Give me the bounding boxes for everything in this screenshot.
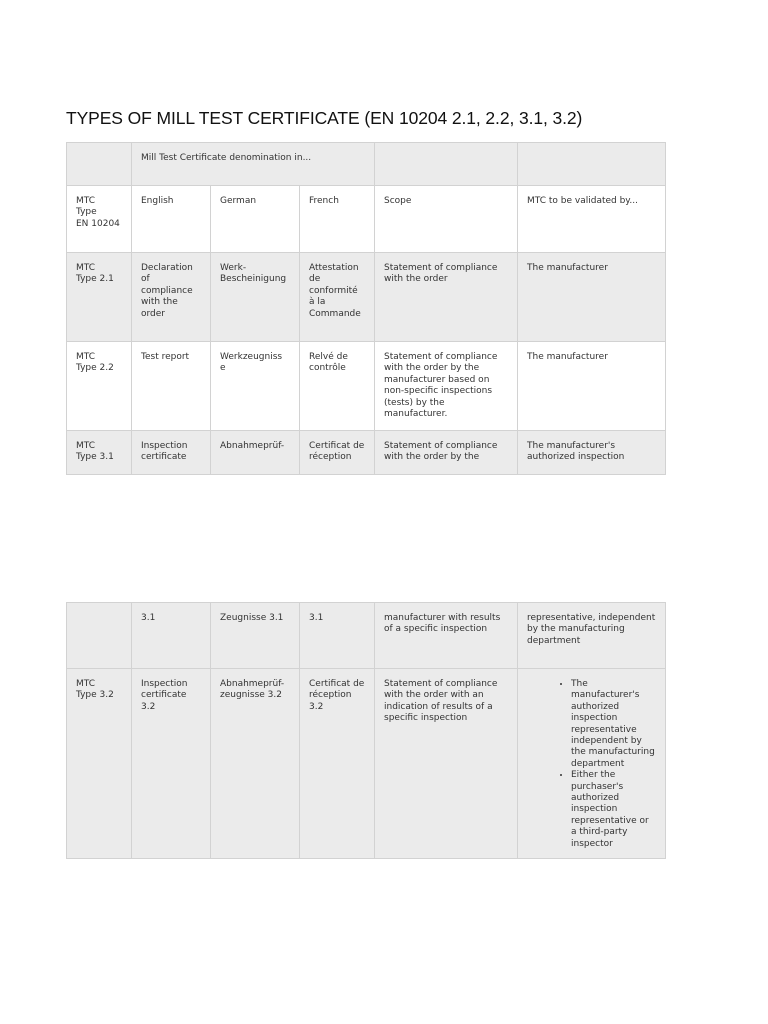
- table-cell: 3.1: [300, 603, 375, 669]
- table-cell: [67, 143, 132, 186]
- list-item: • The manufacturer's authorized inspection representative independent by the manufacturing department: [571, 679, 657, 770]
- table-cell: Statement of compliance with the order with an indication of results of a specific inspection: [375, 669, 518, 859]
- table-cell: Abnahmeprüf- zeugnisse 3.2: [211, 669, 300, 859]
- table-cell: Declaration of compliance with the order: [132, 253, 211, 342]
- table-cell: The manufacturer's authorized inspection: [518, 431, 666, 475]
- table-cell: [518, 143, 666, 186]
- table-cell: Certificat de réception: [300, 431, 375, 475]
- table-cell: Mill Test Certificate denomination in...: [132, 143, 375, 186]
- table-cell: Werk- Bescheinigung: [211, 253, 300, 342]
- table-row: [67, 143, 666, 186]
- table-cell: Relvé de contrôle: [300, 342, 375, 431]
- mtc-types-table: [66, 142, 666, 475]
- table-cell: MTC to be validated by...: [518, 186, 666, 253]
- table-cell: 3.1: [132, 603, 211, 669]
- table-cell: Inspection certificate: [132, 431, 211, 475]
- table-cell: MTC Type EN 10204: [67, 186, 132, 253]
- table-cell: Scope: [375, 186, 518, 253]
- table-row: [67, 669, 666, 859]
- table-cell: Abnahmeprüf-: [211, 431, 300, 475]
- table-cell: English: [132, 186, 211, 253]
- table-row: [67, 431, 666, 475]
- table-cell: MTC Type 3.1: [67, 431, 132, 475]
- table-row: [67, 342, 666, 431]
- table-cell: German: [211, 186, 300, 253]
- table-cell: Werkzeugniss e: [211, 342, 300, 431]
- table-cell: Statement of compliance with the order: [375, 253, 518, 342]
- validator-list: [527, 679, 657, 850]
- table-row: [67, 186, 666, 253]
- list-item: • Either the purchaser's authorized inspection representative or a third-party inspector: [571, 770, 657, 850]
- table-cell: The manufacturer: [518, 253, 666, 342]
- table-row: [67, 253, 666, 342]
- table-cell: Zeugnisse 3.1: [211, 603, 300, 669]
- page-title: TYPES OF MILL TEST CERTIFICATE (EN 10204 2.1, 2.2, 3.1, 3.2): [66, 108, 583, 128]
- mtc-types-table-continued: [66, 602, 666, 859]
- table-cell: manufacturer with results of a specific inspection: [375, 603, 518, 669]
- table-cell: MTC Type 2.2: [67, 342, 132, 431]
- table-cell: Certificat de réception 3.2: [300, 669, 375, 859]
- table-cell: Inspection certificate 3.2: [132, 669, 211, 859]
- table-row: [67, 603, 666, 669]
- table-cell: Statement of compliance with the order by the: [375, 431, 518, 475]
- table-cell: Test report: [132, 342, 211, 431]
- table-cell: French: [300, 186, 375, 253]
- table-cell: [518, 669, 666, 859]
- table-cell: MTC Type 3.2: [67, 669, 132, 859]
- table-cell: Attestation de conformité à la Commande: [300, 253, 375, 342]
- table-cell: Statement of compliance with the order by the manufacturer based on non-specific inspections (tests) by the manufacturer.: [375, 342, 518, 431]
- table-cell: [375, 143, 518, 186]
- table-cell: [67, 603, 132, 669]
- table-cell: MTC Type 2.1: [67, 253, 132, 342]
- table-cell: representative, independent by the manufacturing department: [518, 603, 666, 669]
- table-cell: The manufacturer: [518, 342, 666, 431]
